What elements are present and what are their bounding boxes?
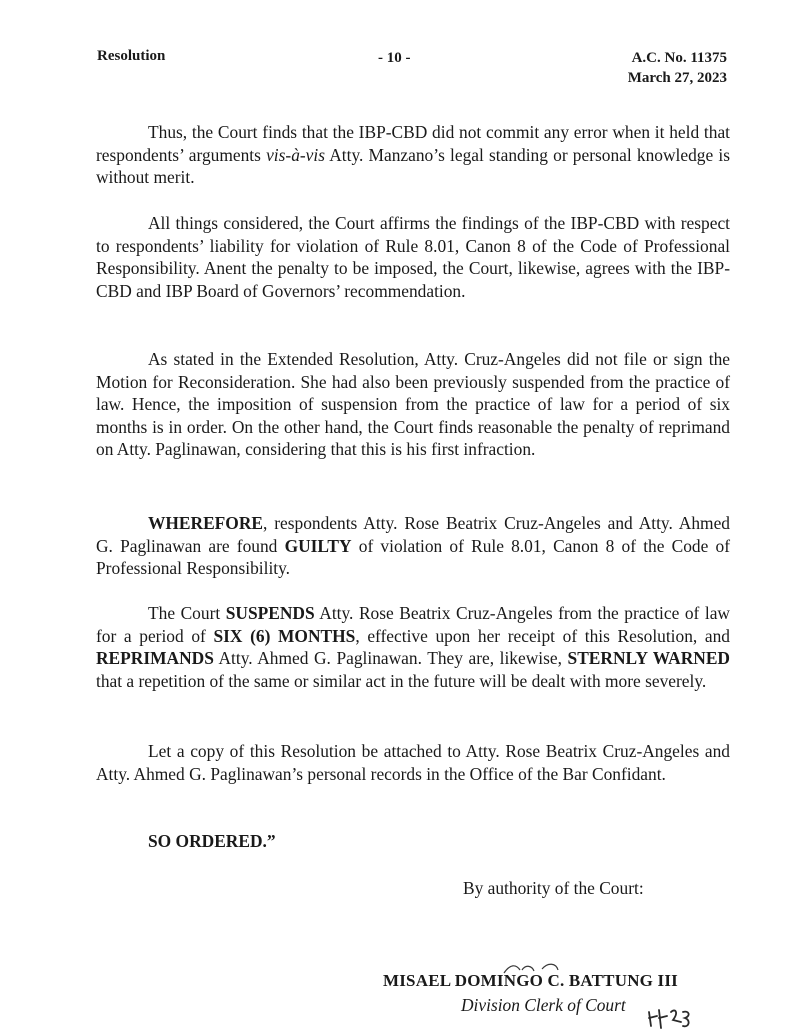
signer-title: Division Clerk of Court [461, 995, 626, 1015]
signer-name: MISAEL DOMINGO C. BATTUNG III [383, 971, 678, 990]
bold-term: SIX (6) MONTHS [213, 625, 356, 646]
bold-term: STERNLY WARNED [567, 648, 730, 669]
paragraph-text: Atty. Ahmed G. Paglinawan. They are, likewise, [213, 648, 568, 669]
paragraph-text: Thus, the Court finds that the IBP-CBD did not commit any error when it held that respondents’ arguments [96, 122, 730, 165]
header-document-type: Resolution [97, 48, 166, 64]
paragraph-text: All things considered, the Court affirms the findings of the IBP-CBD with respect to respondents’ liability for violation of Rule 8.01, Canon 8 of the Code of Professional Responsibility. Anent the penalty to be imposed, the Court, likewise, agrees with the IBP-CBD and IBP Board of Governors’ recommendation. [96, 213, 730, 301]
authority-line: By authority of the Court: [463, 878, 644, 898]
paragraph-affirms-findings [96, 212, 730, 302]
paragraph-text: Atty. Rose Beatrix Cruz-Angeles from the practice of law for a period of [96, 603, 730, 646]
paragraph-text: The Court [148, 603, 226, 623]
bold-term: REPRIMANDS [96, 648, 214, 669]
paragraph-so-ordered [96, 830, 730, 853]
header-case-date: March 27, 2023 [627, 70, 727, 86]
paragraph-text: of violation of Rule 8.01, Canon 8 of the Code of Professional Responsibility. [96, 535, 730, 579]
paragraph-extended-resolution [96, 348, 730, 461]
handwritten-initials [645, 1004, 695, 1032]
paragraph-wherefore [96, 512, 730, 580]
header-page-number: - 10 - [378, 50, 411, 66]
paragraph-text: Let a copy of this Resolution be attached to Atty. Rose Beatrix Cruz-Angeles and Atty. Ahmed G. Paglinawan’s personal records in the Office of the Bar Confidant. [96, 741, 730, 784]
paragraph-text: , respondents Atty. Rose Beatrix Cruz-Angeles and Atty. Ahmed G. Paglinawan are found [96, 513, 730, 556]
header-case-number: A.C. No. 11375 [631, 50, 727, 66]
bold-term: SO ORDERED.” [148, 831, 276, 851]
italic-term: vis-à-vis [266, 144, 325, 165]
paragraph-records-copy [96, 740, 730, 785]
paragraph-text: Atty. Manzano’s legal standing or personal knowledge is without merit. [96, 144, 730, 188]
header-case-reference [628, 48, 727, 88]
paragraph-penalty [96, 602, 730, 692]
paragraph-ibp-findings [96, 121, 730, 189]
paragraph-text: , effective upon her receipt of this Resolution, and [355, 625, 730, 646]
bold-term: WHEREFORE [148, 513, 263, 533]
bold-term: SUSPENDS [225, 603, 315, 623]
bold-term: GUILTY [284, 535, 352, 556]
paragraph-text: that a repetition of the same or similar act in the future will be dealt with more severely. [96, 670, 707, 691]
paragraph-text: As stated in the Extended Resolution, Atty. Cruz-Angeles did not file or sign the Motion for Reconsideration. She had also been previously suspended from the practice of law. Hence, the imposition of suspension from the practice of law for a period of six months is in order. On the other hand, the Court finds reasonable the penalty of reprimand on Atty. Paglinawan, considering that this is his first infraction. [96, 349, 730, 460]
